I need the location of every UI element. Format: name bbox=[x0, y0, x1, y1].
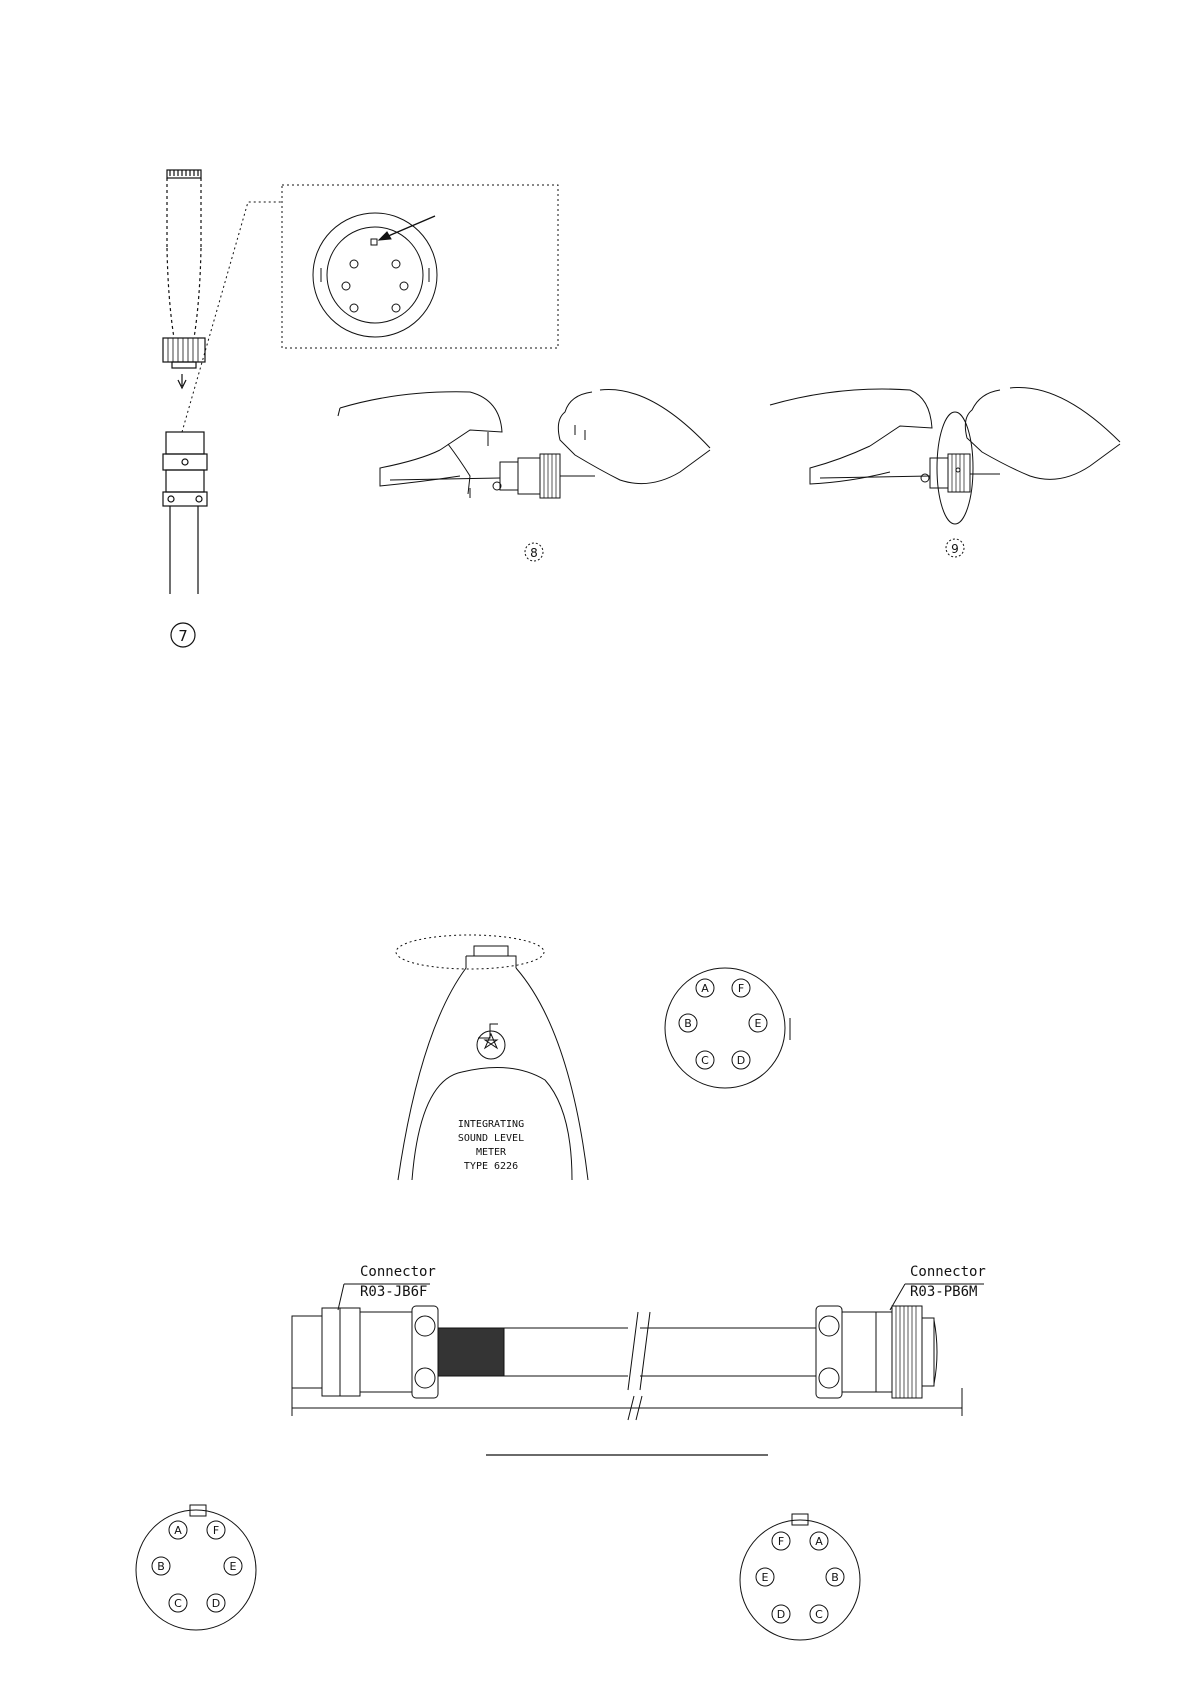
meter-label-line-2: SOUND LEVEL bbox=[457, 1133, 525, 1144]
step-marker-9: 9 bbox=[951, 542, 959, 556]
figure-cable-plug bbox=[163, 170, 282, 647]
meter-label-line-3: METER bbox=[475, 1147, 507, 1158]
figure-hands-connect bbox=[338, 389, 710, 561]
left-connector-model: R03-JB6F bbox=[360, 1284, 428, 1300]
meter-pin-c: C bbox=[701, 1054, 709, 1067]
right-pin-c: C bbox=[815, 1608, 823, 1621]
left-pin-f: F bbox=[212, 1524, 220, 1537]
meter-pin-a: A bbox=[701, 982, 709, 995]
meter-pin-e: E bbox=[754, 1017, 762, 1030]
meter-label-line-1: INTEGRATING bbox=[457, 1119, 525, 1130]
right-pin-a: A bbox=[815, 1535, 823, 1548]
left-pin-d: D bbox=[211, 1597, 221, 1610]
figure-hands-lock bbox=[770, 387, 1120, 557]
right-connector-title: Connector bbox=[910, 1264, 986, 1280]
left-end-pinout bbox=[136, 1505, 256, 1630]
left-pin-e: E bbox=[229, 1560, 237, 1573]
meter-label bbox=[458, 1119, 524, 1172]
plug-face-detail bbox=[282, 185, 558, 348]
right-pin-d: D bbox=[776, 1608, 786, 1621]
meter-pin-b: B bbox=[684, 1017, 692, 1030]
right-connector-model: R03-PB6M bbox=[910, 1284, 978, 1300]
extension-cable bbox=[292, 1284, 984, 1455]
step-marker-7: 7 bbox=[178, 627, 188, 645]
right-pin-f: F bbox=[777, 1535, 785, 1548]
right-pin-b: B bbox=[831, 1571, 839, 1584]
step-marker-8: 8 bbox=[530, 546, 538, 560]
left-pin-b: B bbox=[157, 1560, 165, 1573]
meter-pin-d: D bbox=[736, 1054, 746, 1067]
meter-pin-f: F bbox=[737, 982, 745, 995]
left-pin-a: A bbox=[174, 1524, 182, 1537]
left-pin-c: C bbox=[174, 1597, 182, 1610]
right-end-pinout bbox=[740, 1514, 860, 1640]
left-connector-title: Connector bbox=[360, 1264, 436, 1280]
meter-label-line-4: TYPE 6226 bbox=[463, 1161, 519, 1172]
right-pin-e: E bbox=[761, 1571, 769, 1584]
